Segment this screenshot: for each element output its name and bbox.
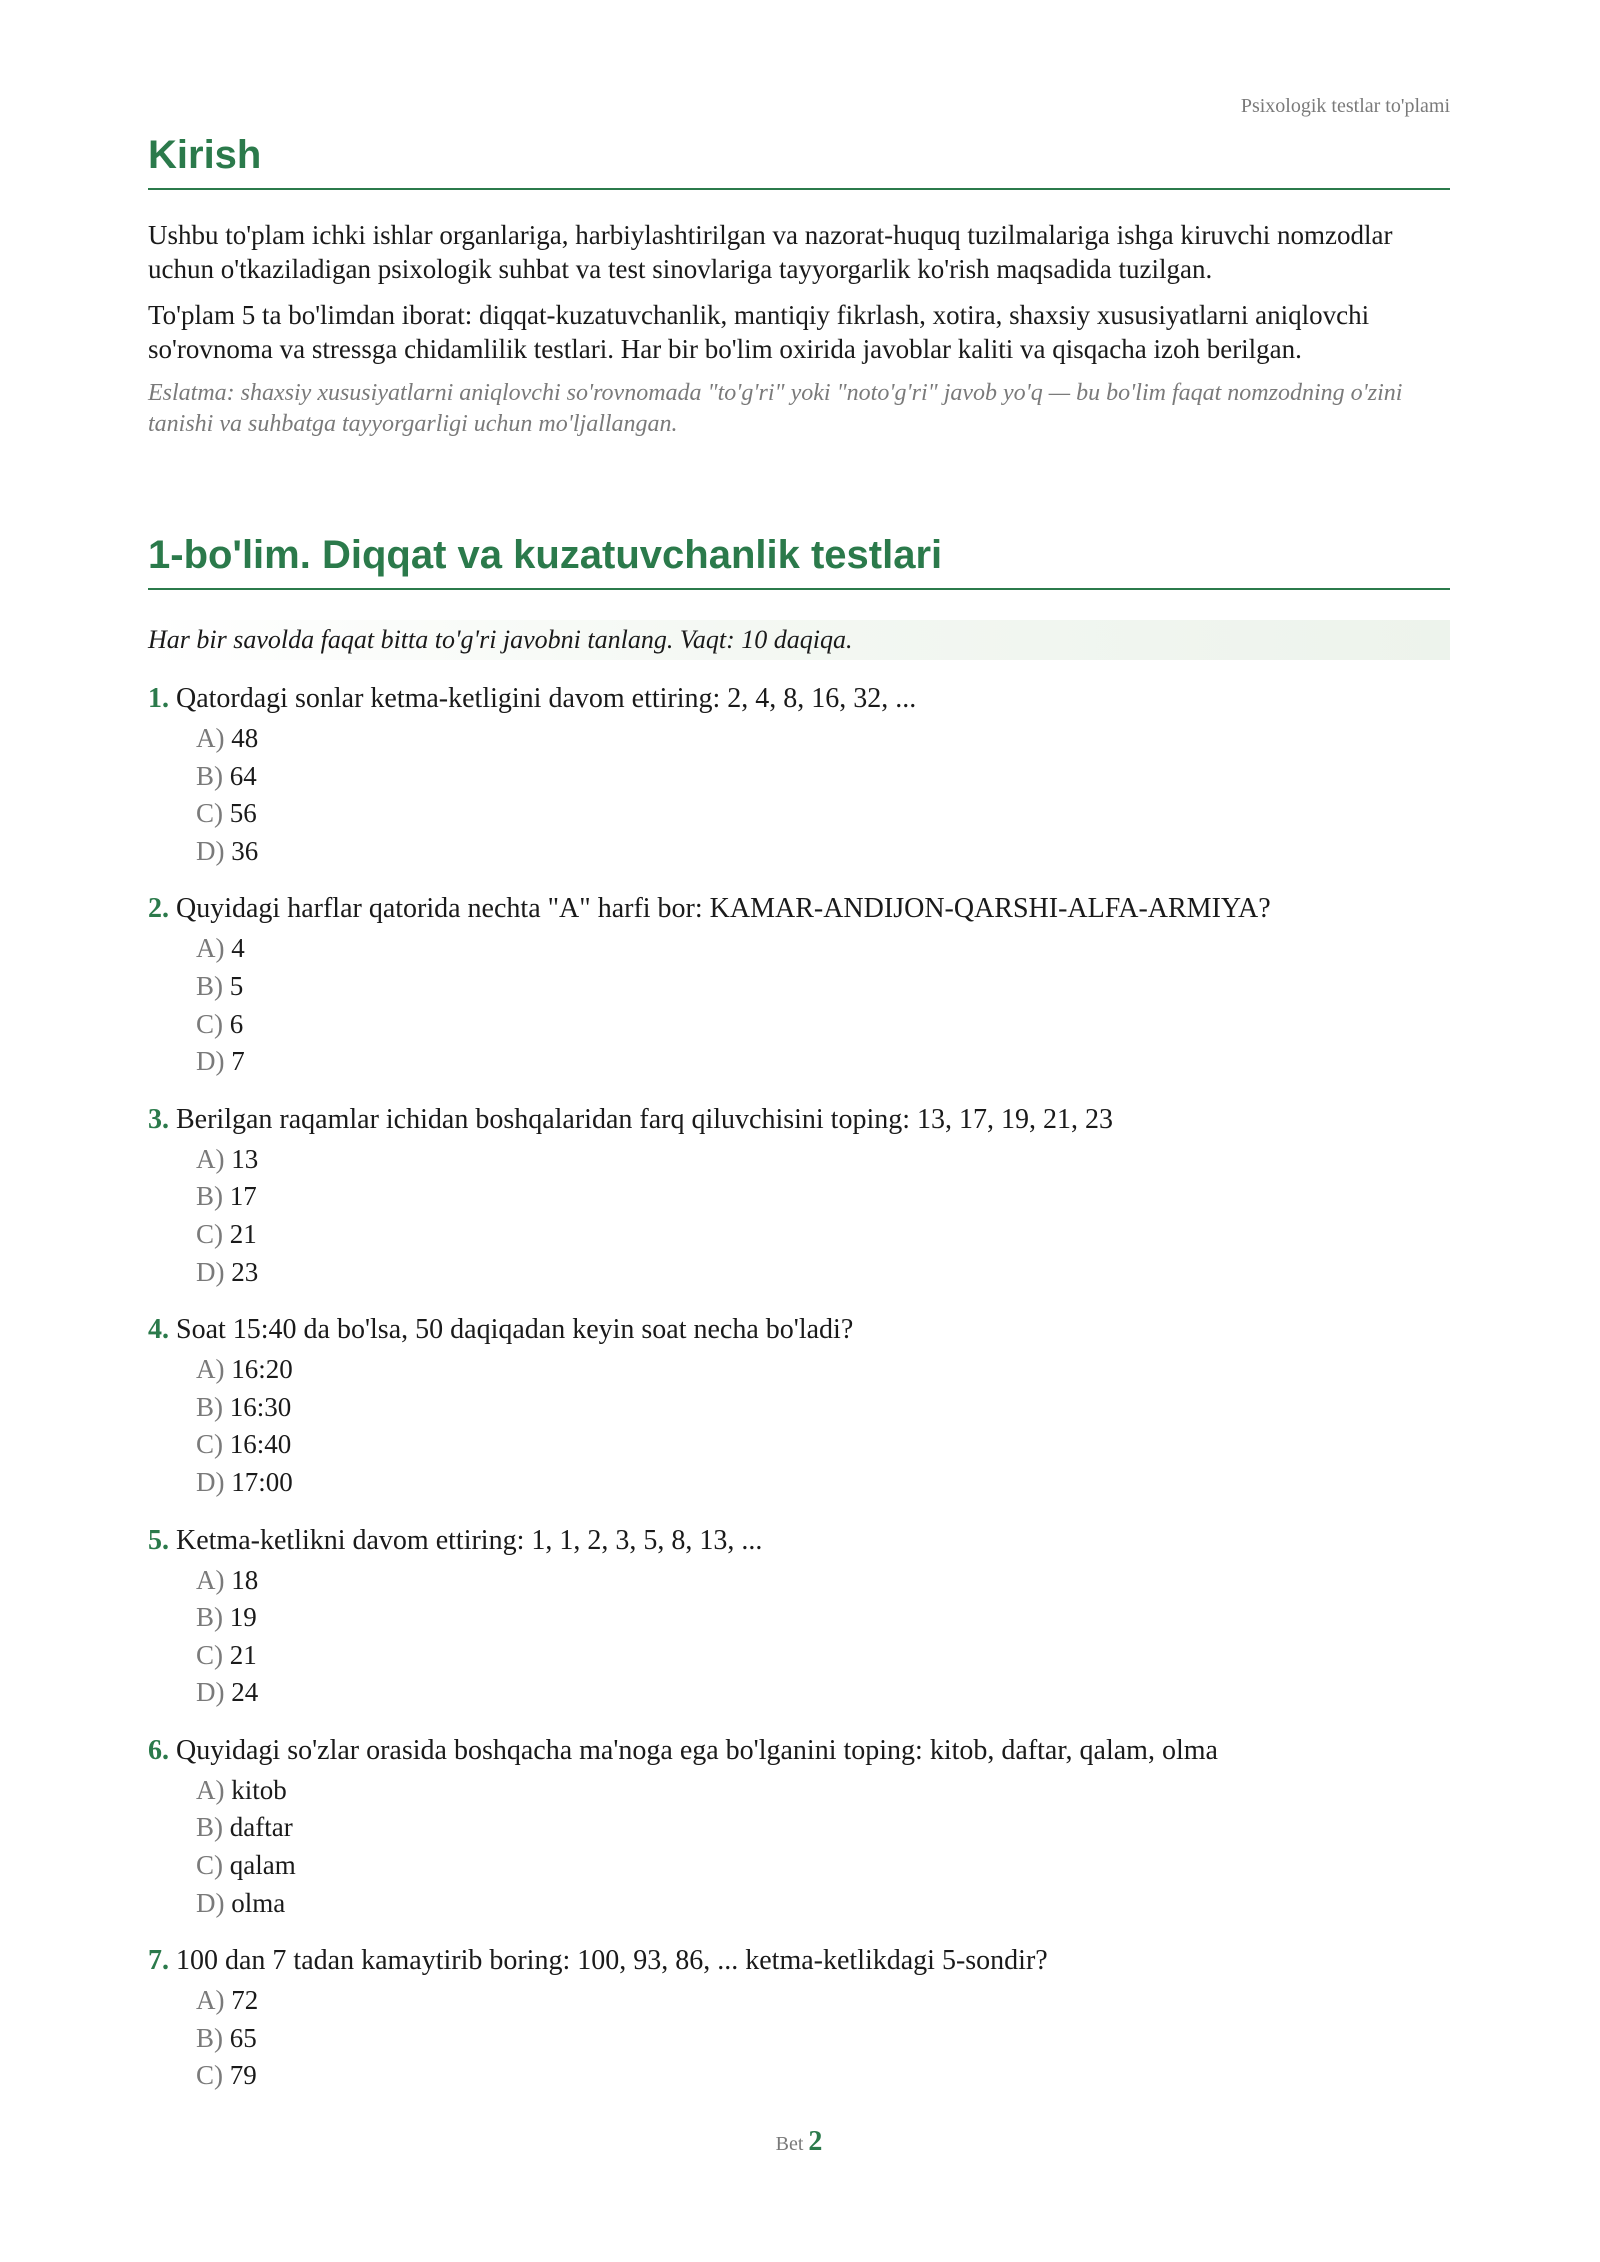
option-letter: A)	[196, 1564, 225, 1595]
option-letter: A)	[196, 1354, 225, 1385]
answer-option	[148, 1178, 1450, 1216]
answer-option	[148, 1809, 1450, 1847]
option-text: 19	[229, 1602, 257, 1633]
option-letter: C)	[196, 1429, 223, 1460]
answer-option	[148, 1562, 1450, 1600]
question-list	[148, 680, 1450, 2115]
option-letter: C)	[196, 798, 223, 829]
question-number: 5.	[148, 1524, 169, 1556]
answer-option	[148, 1426, 1450, 1464]
question-number: 3.	[148, 1103, 169, 1135]
option-text: 6	[229, 1008, 244, 1039]
question-prompt: Quyidagi harflar qatorida nechta "A" harfi bor: KAMAR-ANDIJON-QARSHI-ALFA-ARMIYA?	[176, 893, 1271, 925]
option-letter: A)	[196, 723, 225, 753]
option-letter: A)	[196, 933, 225, 964]
option-letter: D)	[196, 1887, 225, 1918]
answer-option	[148, 1847, 1450, 1885]
option-letter: D)	[196, 1466, 225, 1497]
option-letter: C)	[196, 1218, 223, 1249]
question-text	[148, 1942, 1450, 1980]
option-letter: A)	[196, 1143, 225, 1174]
intro-heading: Kirish	[148, 132, 1450, 190]
intro-paragraph: Ushbu to'plam ichki ishlar organlariga, harbiylashtirilgan va nazorat-huquq tuzilmalariga ishga kiruvchi nomzodlar uchun o'tkaziladigan psixologik suhbat va test sinovlariga tayyorgarlik ko'rish maqsadida tuzilgan.	[148, 220, 1393, 284]
answer-option	[148, 2057, 1450, 2095]
answer-option	[148, 720, 1450, 758]
option-text: 64	[229, 760, 257, 791]
question-number: 2.	[148, 893, 169, 925]
section1-instruction: Har bir savolda faqat bitta to'g'ri javobni tanlang. Vaqt: 10 daqiqa.	[148, 620, 1450, 660]
option-text: 17:00	[231, 1466, 293, 1497]
option-text: 72	[231, 1985, 259, 2016]
page-footer	[148, 2126, 1450, 2158]
option-text: kitob	[231, 1774, 287, 1805]
question-text	[148, 680, 1450, 718]
answer-option	[148, 1043, 1450, 1081]
option-text: 21	[229, 1218, 257, 1249]
answer-option	[148, 758, 1450, 796]
answer-option	[148, 1141, 1450, 1179]
option-text: 48	[231, 723, 259, 753]
option-letter: D)	[196, 1256, 225, 1287]
option-text: 24	[231, 1677, 259, 1708]
question-text	[148, 1522, 1450, 1560]
option-text: daftar	[229, 1812, 293, 1843]
footer-label: Bet	[775, 2133, 804, 2155]
answer-option	[148, 1389, 1450, 1427]
option-text: 16:40	[229, 1429, 292, 1460]
option-text: qalam	[229, 1850, 296, 1881]
option-letter: C)	[196, 1639, 223, 1670]
answer-option	[148, 1772, 1450, 1810]
answer-option	[148, 1216, 1450, 1254]
intro-note: Eslatma: shaxsiy xususiyatlarni aniqlovchi so'rovnomada "to'g'ri" yoki "noto'g'ri" javob yo'q — bu bo'lim faqat nomzodning o'zini tanishi va suhbatga tayyorgarligi uchun mo'ljallangan.	[148, 380, 1403, 437]
answer-option	[148, 1885, 1450, 1923]
answer-option	[148, 1982, 1450, 2020]
intro-paragraph: To'plam 5 ta bo'limdan iborat: diqqat-kuzatuvchanlik, mantiqiy fikrlash, xotira, shaxsiy xususiyatlarni aniqlovchi so'rovnoma va stressga chidamlilik testlari. Har bir bo'lim oxirida javoblar kaliti va qisqacha izoh berilgan.	[148, 300, 1370, 364]
option-text: 56	[229, 798, 257, 829]
answer-option	[148, 833, 1450, 871]
option-letter: A)	[196, 1985, 225, 2016]
question-item	[148, 680, 1450, 870]
option-text: 17	[229, 1181, 257, 1212]
option-text: 79	[229, 2060, 257, 2091]
option-text: 4	[231, 933, 245, 964]
option-letter: D)	[196, 1677, 225, 1708]
answer-option	[148, 1674, 1450, 1712]
question-item	[148, 1732, 1450, 1922]
option-text: 18	[231, 1564, 259, 1595]
running-header: Psixologik testlar to'plami	[1240, 95, 1450, 117]
option-text: 36	[231, 835, 259, 866]
answer-option	[148, 2020, 1450, 2058]
question-prompt: Ketma-ketlikni davom ettiring: 1, 1, 2, 3, 5, 8, 13, ...	[176, 1524, 763, 1556]
page-number: 2	[808, 2126, 823, 2157]
question-item	[148, 890, 1450, 1080]
question-prompt: Qatordagi sonlar ketma-ketligini davom ettiring: 2, 4, 8, 16, 32, ...	[176, 683, 917, 714]
answer-option	[148, 1254, 1450, 1292]
answer-option	[148, 1599, 1450, 1637]
question-item	[148, 1942, 1450, 2095]
option-letter: B)	[196, 2022, 223, 2053]
option-text: 16:20	[231, 1354, 293, 1385]
option-letter: B)	[196, 970, 223, 1001]
question-text	[148, 1732, 1450, 1770]
answer-option	[148, 1637, 1450, 1675]
option-letter: B)	[196, 1812, 223, 1843]
option-letter: D)	[196, 835, 225, 866]
question-prompt: 100 dan 7 tadan kamaytirib boring: 100, 93, 86, ... ketma-ketlikdagi 5-sondir?	[176, 1945, 1048, 1977]
option-letter: D)	[196, 1046, 225, 1077]
answer-option	[148, 1351, 1450, 1389]
question-prompt: Quyidagi so'zlar orasida boshqacha ma'noga ega bo'lganini toping: kitob, daftar, qalam, olma	[176, 1734, 1218, 1766]
answer-option	[148, 1464, 1450, 1502]
intro-body	[148, 218, 1450, 452]
question-prompt: Berilgan raqamlar ichidan boshqalaridan farq qiluvchisini toping: 13, 17, 19, 21, 23	[176, 1103, 1114, 1135]
option-text: 23	[231, 1256, 259, 1287]
question-text	[148, 1311, 1450, 1349]
option-text: olma	[231, 1887, 286, 1918]
option-letter: C)	[196, 2060, 223, 2091]
question-text	[148, 890, 1450, 928]
question-prompt: Soat 15:40 da bo'lsa, 50 daqiqadan keyin soat necha bo'ladi?	[176, 1314, 854, 1346]
question-number: 1.	[148, 683, 169, 714]
question-number: 4.	[148, 1314, 169, 1346]
answer-option	[148, 968, 1450, 1006]
option-text: 7	[231, 1046, 245, 1077]
option-letter: B)	[196, 1602, 223, 1633]
answer-option	[148, 795, 1450, 833]
answer-option	[148, 1006, 1450, 1044]
question-item	[148, 1311, 1450, 1501]
option-text: 16:30	[229, 1391, 292, 1422]
answer-option	[148, 930, 1450, 968]
option-letter: B)	[196, 1181, 223, 1212]
option-letter: B)	[196, 760, 223, 791]
option-letter: C)	[196, 1008, 223, 1039]
question-item	[148, 1101, 1450, 1291]
option-text: 13	[231, 1143, 259, 1174]
option-letter: A)	[196, 1774, 225, 1805]
option-letter: C)	[196, 1850, 223, 1881]
question-item	[148, 1522, 1450, 1712]
section1-heading: 1-bo'lim. Diqqat va kuzatuvchanlik testlari	[148, 532, 1450, 590]
question-number: 7.	[148, 1945, 169, 1977]
option-text: 21	[229, 1639, 257, 1670]
option-text: 5	[229, 970, 244, 1001]
option-text: 65	[229, 2022, 257, 2053]
question-text	[148, 1101, 1450, 1139]
question-number: 6.	[148, 1734, 169, 1766]
option-letter: B)	[196, 1391, 223, 1422]
